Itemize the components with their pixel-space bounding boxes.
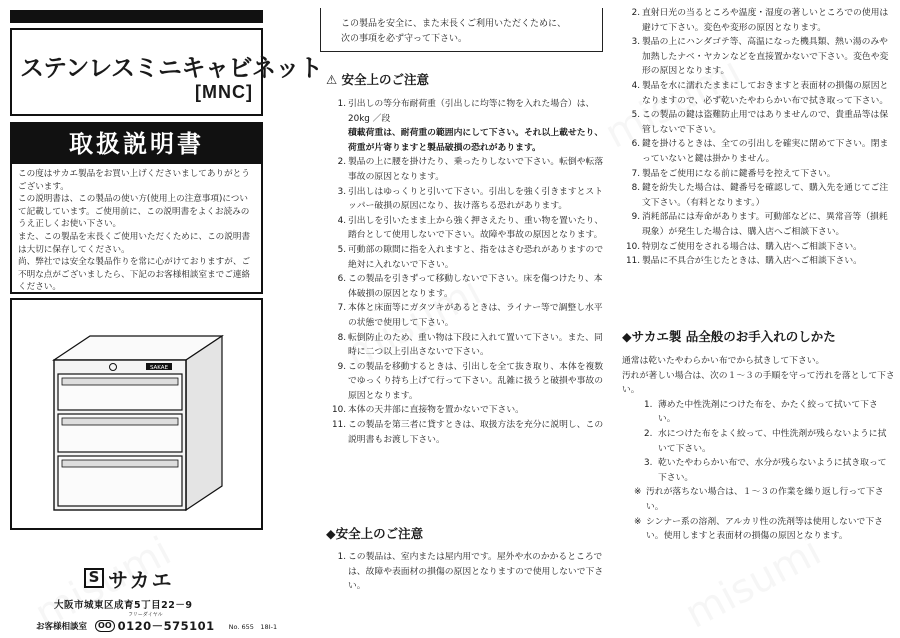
notice-box [320,8,603,52]
list-item [620,108,895,137]
item-number: 8. [631,183,640,194]
contact-line [36,618,277,634]
list-item [620,35,895,79]
cabinet-illustration [12,300,261,528]
item-text: 引出しの等分布耐荷重（引出しに均等に物を入れた場合）は、 20kg ／段 [348,99,599,124]
safety-heading-warning: ⚠ 安全上のご注意 [326,72,430,87]
care-note [622,515,895,544]
care-instructions [622,354,895,544]
list-item [326,214,604,243]
list-item [620,254,895,269]
item-number: 10. [332,405,346,416]
item-text: 消耗部品には寿命があります。可動部などに、異常音等（損耗現象）が発生した場合は、購入店へご相談下さい。 [642,212,888,237]
manual-intro-box [10,122,263,294]
item-text: 製品の上にハンダゴテ等、高温になった機具類、熱い湯のみや加熱したナベ・ヤカンなどを直接置かないで下さい。変色や変形の原因となります。 [642,37,889,77]
usage-list [326,550,604,594]
company-address: 大阪市城東区成育5丁目22－9 [54,600,193,611]
note-text: シンナー系の溶剤、アルカリ性の洗剤等は使用しないで下さい。使用しますと表面材の損傷の原因となります。 [646,516,883,542]
step-number: 1. [644,399,653,410]
item-number: 4. [337,215,346,226]
item-number: 9. [337,361,346,372]
item-text: 引出しを引いたまま上から強く押さえたり、重い物を置いたり、踏台として使用しないで下さい。故障や事故の原因となります。 [348,215,604,241]
item-text: 転倒防止のため、重い物は下段に入れて置いて下さい。また、同時に二つ以上引出さないで下さい。 [348,332,603,358]
list-item [326,97,604,155]
item-number: 2. [631,8,640,18]
item-number: 4. [631,80,640,91]
sakae-s-icon: S [84,568,104,588]
item-text: この製品を第三者に貸すときは、取扱方法を充分に説明し、この説明書もお渡し下さい。 [348,420,604,445]
item-text: 鍵を紛失した場合は、鍵番号を確認して、購入先を通じてご注文下さい。（有料となります。） [642,183,889,208]
list-item [326,155,604,184]
list-item [326,418,604,447]
list-item [620,240,895,255]
company-name: サカエ [108,567,174,592]
item-number: 8. [337,332,346,343]
intro-line: また、この製品を末長くご使用いただくために、この説明書は大切に保存してください。 [18,231,251,255]
item-text: 可動部の隙間に指を入れますと、指をはさむ恐れがありますので絶対に入れないで下さい。 [348,244,604,270]
intro-line: この度はサカエ製品をお買い上げくださいましてありがとうございます。 [18,169,250,192]
product-model: [MNC] [195,82,253,102]
item-text: 製品の上に腰を掛けたり、乗ったりしないで下さい。転倒や転落事故の原因となります。 [348,157,604,182]
list-item [326,301,604,330]
freedial-icon: OO [95,620,115,632]
item-text: 引出しはゆっくりと引いて下さい。引出しを強く引きますとストッパー破損の原因になり、抜け落ちる恐れがあります。 [348,186,604,212]
note-mark: ※ [634,516,642,527]
item-number: 1. [337,552,346,562]
item-number: 11. [332,420,346,431]
item-text: 製品を水に濡れたままにしておきますと表面材の損傷の原因となりますので、必ず乾いたやわらかい布で拭き取って下さい。 [642,80,889,106]
document-number: No. 655 18I-1 [228,622,278,631]
notice-line: この製品を安全に、また末長くご利用いただくために、 [341,19,567,29]
item-text: この製品を引きずって移動しないで下さい。床を傷つけたり、本体破損の原因となります。 [348,274,603,299]
cabinet-illustration-box [10,298,263,530]
item-number: 1. [337,99,346,109]
phone-number: 0120－575101 [117,619,215,633]
intro-line: 尚、弊社では安全な製品作りを常に心がけておりますが、ご不明な点がございましたら、下記のお客様相談室までご連絡ください。 [18,257,251,293]
item-number: 7. [631,168,640,179]
step-number: 3. [644,458,653,469]
care-step [622,427,895,456]
manual-heading: 取扱説明書 [12,124,261,164]
step-text: 薄めた中性洗剤につけた布を、かたく絞って拭いて下さい。 [658,399,878,425]
list-item [326,243,604,272]
care-heading: ◆サカエ製 品全般のお手入れのしかた [622,329,836,344]
care-column [620,0,895,638]
item-number: 3. [337,186,346,197]
safety-column [318,0,603,638]
item-number: 6. [631,139,640,150]
safety-list [326,97,604,447]
list-item [620,210,895,239]
list-item [620,6,895,35]
note-mark: ※ [634,487,642,498]
usage-list-continued [620,6,895,269]
item-number: 3. [631,37,640,48]
care-step [622,456,895,485]
item-number: 11. [626,256,640,267]
item-text: 製品をご使用になる前に鍵番号を控えて下さい。 [642,168,836,179]
list-item [326,360,604,404]
list-item [326,550,604,594]
list-item [620,137,895,166]
item-text: 特別なご使用をされる場合は、購入店へご相談下さい。 [642,241,862,252]
cover-column [10,0,323,638]
list-item [620,167,895,182]
item-number: 9. [631,212,640,223]
product-title: ステンレスミニキャビネット [20,54,323,82]
care-step [622,398,895,427]
notice-line: 次の事項を必ず守って下さい。 [341,34,468,44]
step-text: 水につけた布をよく絞って、中性洗剤が残らないように拭いて下さい。 [658,428,887,454]
item-text: 製品に不具合が生じたときは、購入店へご相談下さい。 [642,256,862,267]
intro-line: この説明書は、この製品の使い方(使用上の注意事項)について記載しています。ご使用前に、この説明書をよくお読みのうえ正しくお使い下さい。 [18,194,250,230]
top-black-bar [10,10,263,23]
list-item [620,181,895,210]
safety-heading-usage: ◆安全上のご注意 [326,526,424,541]
company-logo [84,566,174,590]
item-text: 本体と床面等にガタツキがあるときは、ライナー等で調整し水平の状態で使用して下さい。 [348,303,603,328]
intro-text [12,164,261,294]
item-number: 5. [631,110,640,121]
item-number: 7. [337,303,346,314]
care-line: 汚れが著しい場合は、次の１～３の手順を守って汚れを落として下さい。 [622,370,895,396]
item-bold-text: 積載荷重は、耐荷重の範囲内にして下さい。それ以上載せたり、荷重が片寄りますと製品破損の恐れがあります。 [348,128,604,153]
contact-label: お客様相談室 [36,622,88,632]
list-item [326,331,604,360]
list-item [326,185,604,214]
item-number: 2. [337,157,346,168]
drawer-brand-label: SAKAE [149,365,169,371]
item-text: この製品の鍵は盗難防止用ではありませんので、貴重品等は保管しないで下さい。 [642,110,889,135]
note-text: 汚れが落ちない場合は、１～３の作業を繰り返し行って下さい。 [646,487,884,512]
step-text: 乾いたやわらかい布で、水分が残らないように拭き取って下さい。 [658,458,887,483]
list-item [326,403,604,418]
item-number: 5. [337,244,346,255]
item-text: この製品を移動するときは、引出しを全て抜き取り、本体を複数でゆっくり持ち上げて行って下さい。乱雑に扱うと破損や事故の原因となります。 [348,361,604,401]
item-text: 直射日光の当るところや温度・湿度の著しいところでの使用は避けて下さい。変色や変形の原因となります。 [642,8,889,33]
item-number: 10. [626,241,640,252]
item-number: 6. [337,274,346,285]
care-note [622,485,895,514]
item-text: 鍵を掛けるときは、全ての引出しを確実に閉めて下さい。閉まっていないと鍵は掛かりません。 [642,139,889,164]
item-text: この製品は、室内または屋内用です。屋外や水のかかるところでは、故障や表面材の損傷の原因となりますので使用しないで下さい。 [348,552,604,592]
freedial-label: フリーダイヤル [128,612,163,618]
product-title-box [10,28,323,116]
step-number: 2. [644,428,653,439]
care-line: 通常は乾いたやわらかい布でから拭きして下さい。 [622,356,825,366]
item-text: 本体の天井部に直接物を置かないで下さい。 [348,405,524,416]
list-item [620,79,895,108]
list-item [326,272,604,301]
